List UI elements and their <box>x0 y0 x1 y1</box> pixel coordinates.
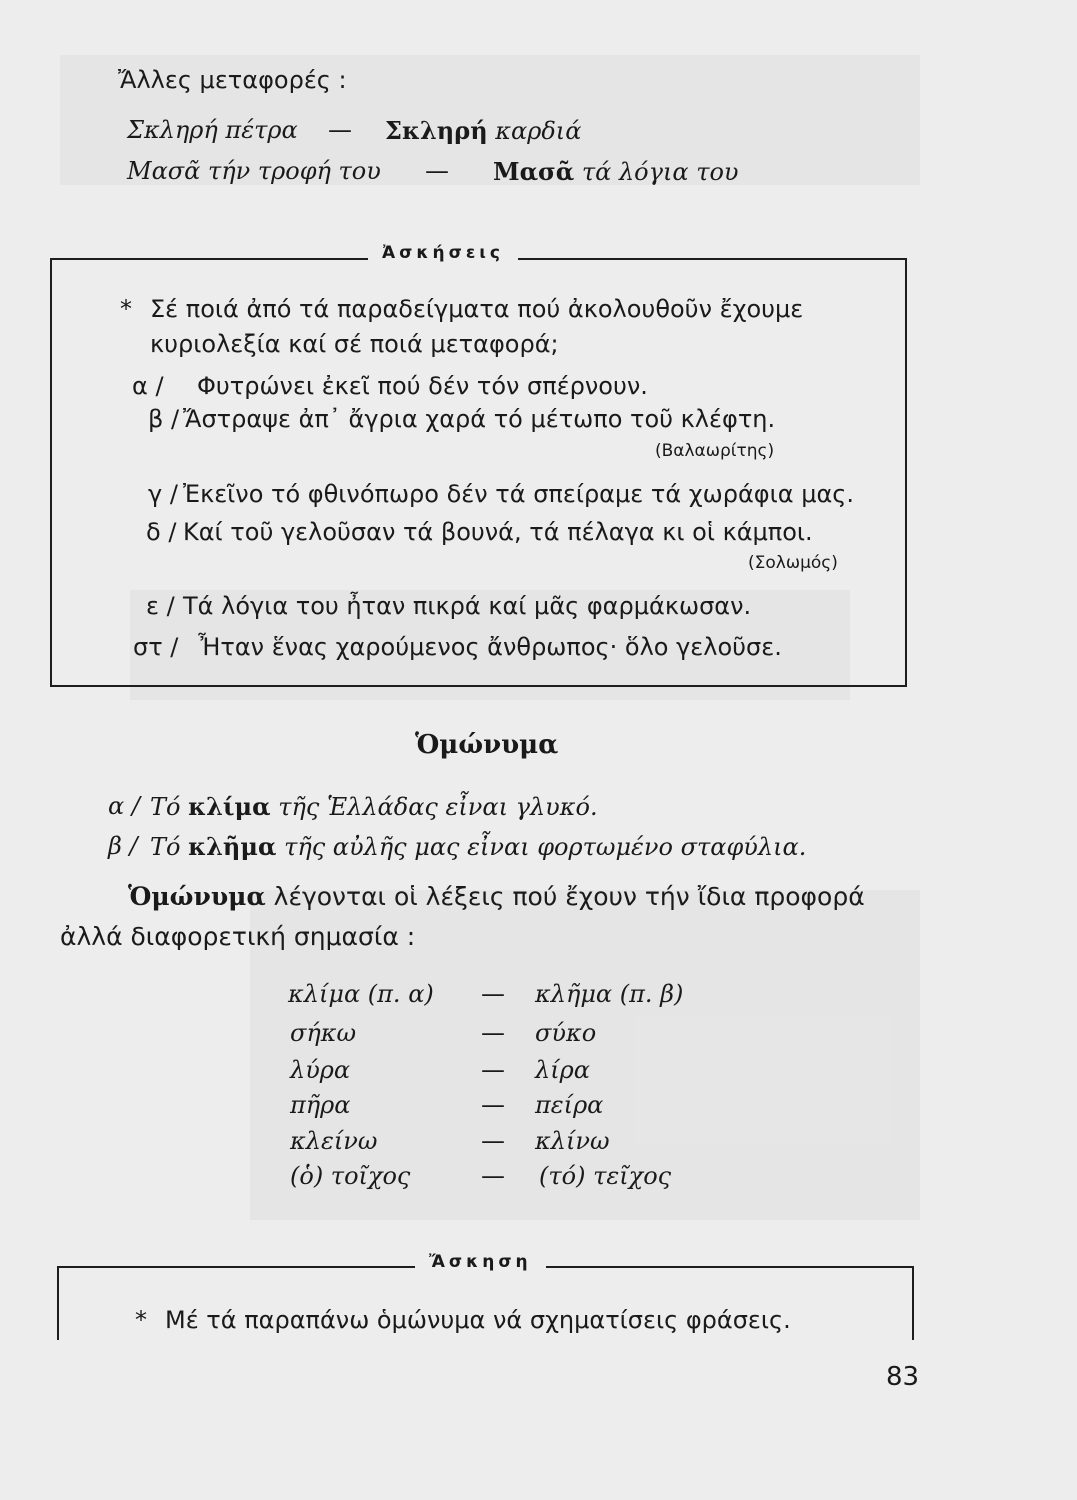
pair-left-1: κλίμα (π. α) <box>288 980 434 1008</box>
exercise2-text: Μέ τά παραπάνω ὁμώνυμα νά σχηματίσεις φράσεις. <box>165 1306 791 1334</box>
page-number: 83 <box>886 1362 920 1392</box>
homonyms-heading: Ὁμώνυμα <box>415 730 559 760</box>
exercise2-title: Ἄσκηση <box>415 1252 546 1272</box>
attribution-valaoritis: (Βαλαωρίτης) <box>655 441 775 461</box>
homonym-example-bold-a: κλίμα <box>188 792 271 821</box>
metaphor-dash-1: — <box>328 116 352 144</box>
pair-dash-4: — <box>481 1091 505 1119</box>
metaphor-figurative-bold-1: Σκληρή <box>385 116 488 145</box>
exercise-text-c: Ἐκεῖνο τό φθινόπωρο δέν τά σπείραμε τά χωράφια μας. <box>183 480 854 508</box>
homonyms-definition-bold: Ὁμώνυμα <box>128 882 266 911</box>
exercise-label-st: στ / <box>133 633 179 661</box>
exercise-label-b: β / <box>148 405 180 433</box>
exercise-text-a: Φυτρώνει ἐκεῖ πού δέν τόν σπέρνουν. <box>197 372 648 400</box>
pair-left-3: λύρα <box>290 1056 351 1084</box>
homonym-example-post-a: τῆς Ἑλλάδας εἶναι γλυκό. <box>278 793 598 821</box>
exercise-text-e: Τά λόγια του ἦταν πικρά καί μᾶς φαρμάκωσαν. <box>183 592 752 620</box>
homonyms-definition-line2: ἀλλά διαφορετική σημασία : <box>60 922 416 951</box>
homonym-example-pre-b: Τό <box>150 833 181 861</box>
metaphor-figurative-bold-2: Μασᾶ <box>493 157 575 186</box>
pair-dash-2: — <box>481 1019 505 1047</box>
homonym-example-post-b: τῆς αὐλῆς μας εἶναι φορτωμένο σταφύλια. <box>284 833 807 861</box>
pair-left-6: (ὁ) τοῖχος <box>290 1162 411 1190</box>
exercise-label-a: α / <box>132 372 164 400</box>
exercise-text-b: Ἄστραψε ἀπ᾽ ἄγρια χαρά τό μέτωπο τοῦ κλέφτη. <box>183 405 776 433</box>
exercise-label-c: γ / <box>148 480 178 508</box>
pair-left-5: κλείνω <box>290 1127 378 1155</box>
metaphor-dash-2: — <box>425 157 449 185</box>
homonym-example-b <box>150 832 806 861</box>
pair-left-2: σήκω <box>290 1019 357 1047</box>
exercises-star: * <box>120 295 132 323</box>
metaphor-figurative-rest-1: καρδιά <box>495 117 582 145</box>
pair-dash-5: — <box>481 1127 505 1155</box>
exercise2-star: * <box>135 1306 147 1334</box>
homonym-example-bold-b: κλῆμα <box>188 832 277 861</box>
pair-right-2: σύκο <box>535 1019 597 1047</box>
pair-dash-6: — <box>481 1162 505 1190</box>
pair-left-4: πῆρα <box>290 1091 351 1119</box>
pair-dash-1: — <box>481 980 505 1008</box>
metaphor-literal-2: Μασᾶ τήν τροφή του <box>127 157 381 185</box>
homonym-example-label-b: β / <box>108 832 138 860</box>
metaphor-figurative-1 <box>385 116 581 145</box>
exercises-title: Ἀσκήσεις <box>368 243 518 263</box>
metaphor-figurative-2 <box>493 157 739 186</box>
pair-right-4: πείρα <box>535 1091 604 1119</box>
metaphor-literal-1: Σκληρή πέτρα <box>127 116 298 144</box>
exercise-text-d: Καί τοῦ γελοῦσαν τά βουνά, τά πέλαγα κι οἱ κάμποι. <box>183 518 813 546</box>
metaphor-figurative-rest-2: τά λόγια του <box>581 158 739 186</box>
homonym-example-pre-a: Τό <box>150 793 181 821</box>
exercises-prompt-line2: κυριολεξία καί σέ ποιά μεταφορά; <box>150 330 559 358</box>
exercises-prompt-line1: Σέ ποιά ἀπό τά παραδείγματα πού ἀκολουθοῦν ἔχουμε <box>150 295 804 323</box>
homonym-example-a <box>150 792 598 821</box>
pair-right-1: κλῆμα (π. β) <box>535 980 684 1008</box>
exercise-text-st: Ἦταν ἕνας χαρούμενος ἄνθρωπος· ὅλο γελοῦσε. <box>198 633 782 661</box>
homonym-example-label-a: α / <box>108 792 140 820</box>
pair-right-6: (τό) τεῖχος <box>539 1162 672 1190</box>
pair-right-5: κλίνω <box>535 1127 610 1155</box>
homonyms-definition-text: λέγονται οἱ λέξεις πού ἔχουν τήν ἴδια προφορά <box>273 882 865 911</box>
attribution-solomos: (Σολωμός) <box>748 553 838 573</box>
exercise-label-d: δ / <box>146 518 177 546</box>
exercise-label-e: ε / <box>146 592 175 620</box>
homonyms-definition-line1 <box>128 882 865 911</box>
metaphors-heading: Ἄλλες μεταφορές : <box>118 66 347 94</box>
pair-right-3: λίρα <box>535 1056 590 1084</box>
pair-dash-3: — <box>481 1056 505 1084</box>
